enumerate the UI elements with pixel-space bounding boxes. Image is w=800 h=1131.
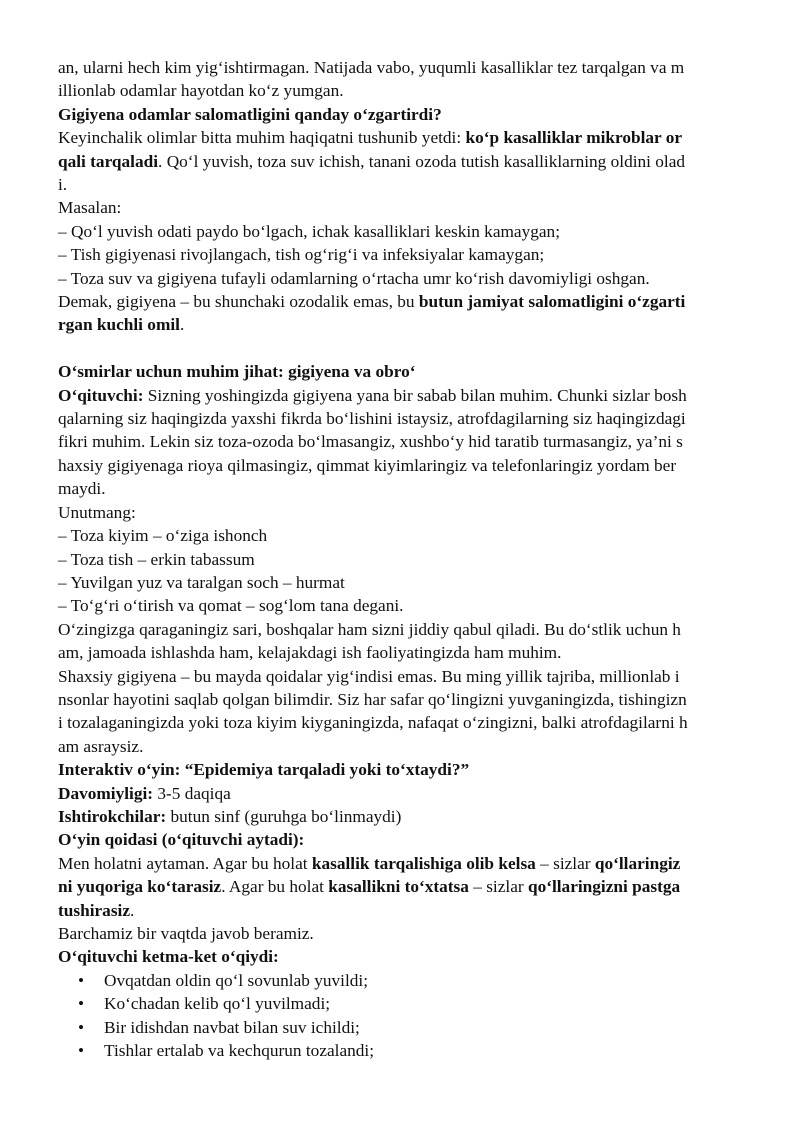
paragraph-answer-together: Barchamiz bir vaqtda javob beramiz. <box>58 924 314 944</box>
bold-text: qo‘llaringiz <box>594 853 681 873</box>
line: i tozalaganingizda yoki toza kiyim kiyganingizda, nafaqat o‘zingizni, balki atrofdagilarni h <box>58 713 688 733</box>
line: Sizning yoshingizda gigiyena yana bir sabab bilan muhim. Chunki sizlar bosh <box>143 385 687 405</box>
paragraph-teacher <box>58 384 744 501</box>
dash-item: – Yuvilgan yuz va taralgan soch – hurmat <box>58 572 345 592</box>
bold-text: ko‘p kasalliklar mikroblar or <box>465 128 683 148</box>
heading-interactive-game <box>58 758 744 781</box>
list-item-text: Bir idishdan navbat bilan suv ichildi; <box>104 1017 360 1037</box>
heading-text: O‘qituvchi ketma-ket o‘qiydi: <box>58 947 279 967</box>
list-item <box>58 1016 744 1039</box>
dash-item: – Toza suv va gigiyena tufayli odamlarning o‘rtacha umr ko‘rish davomiyligi oshgan. <box>58 268 650 288</box>
dash-item: – Qo‘l yuvish odati paydo bo‘lgach, ichak kasalliklari keskin kamaygan; <box>58 221 560 241</box>
dash-item: – Tish gigiyenasi rivojlangach, tish og‘rig‘i va infeksiyalar kamaygan; <box>58 245 545 265</box>
heading-teacher-reads <box>58 945 744 968</box>
text: Demak, gigiyena – bu shunchaki ozodalik emas, bu <box>58 292 419 312</box>
paragraph-conclusion <box>58 290 744 337</box>
text: . Agar bu holat <box>221 877 329 897</box>
label-masalan: Masalan: <box>58 198 122 218</box>
line: O‘zingizga qaraganingiz sari, boshqalar ham sizni jiddiy qabul qiladi. Bu do‘stlik uchun h <box>58 619 681 639</box>
line: haxsiy gigiyenaga rioya qilmasingiz, qimmat kiyimlaringiz va telefonlaringiz yordam ber <box>58 455 677 475</box>
participants-label: Ishtirokchilar: <box>58 806 167 826</box>
bold-text: kasallikni to‘xtatsa <box>328 877 469 897</box>
line: nsonlar hayotini saqlab qolgan bilimdir. Siz har safar qo‘lingizni yuvganingizda, tishingizn <box>58 689 687 709</box>
heading-teens-hygiene <box>58 360 744 383</box>
bullet-icon: • <box>78 1017 85 1037</box>
bold-text: kasallik tarqalishiga olib kelsa <box>311 853 536 873</box>
paragraph-rules <box>58 852 744 922</box>
bold-text: ni yuqoriga ko‘tarasiz <box>58 877 222 897</box>
heading-text: O‘yin qoidasi (o‘qituvchi aytadi): <box>58 830 305 850</box>
bullet-icon: • <box>78 1041 85 1061</box>
bullet-icon: • <box>78 994 85 1014</box>
dash-item: – Toza kiyim – o‘ziga ishonch <box>58 526 268 546</box>
line: Shaxsiy gigiyena – bu mayda qoidalar yig‘indisi emas. Bu ming yillik tajriba, millionlab i <box>58 666 680 686</box>
bullet-icon: • <box>78 970 85 990</box>
text: i. <box>58 175 68 195</box>
bold-text: qali tarqaladi <box>58 151 159 171</box>
bold-text: rgan kuchli omil <box>58 315 180 335</box>
text: . <box>130 900 135 920</box>
text: Keyinchalik olimlar bitta muhim haqiqatni tushunib yetdi: <box>58 128 466 148</box>
bold-text: tushirasiz <box>58 900 131 920</box>
paragraph-self-care <box>58 618 744 665</box>
bold-text: butun jamiyat salomatligini o‘zgarti <box>418 292 686 312</box>
line: qalarning siz haqingizda yaxshi fikrda bo‘lishini istaysiz, atrofdagilarning siz haqingizdagi <box>58 409 686 429</box>
line: maydi. <box>58 479 106 499</box>
duration-label: Davomiyligi: <box>58 783 154 803</box>
heading-text: O‘smirlar uchun muhim jihat: gigiyena va obro‘ <box>58 362 416 382</box>
situations-list <box>58 969 744 1063</box>
label-unutmang: Unutmang: <box>58 502 136 522</box>
text: – sizlar <box>468 877 528 897</box>
line: an, ularni hech kim yig‘ishtirmagan. Natijada vabo, yuqumli kasalliklar tez tarqalgan va m <box>58 58 685 77</box>
participants-value: butun sinf (guruhga bo‘linmaydi) <box>166 806 402 826</box>
dash-item: – Toza tish – erkin tabassum <box>58 549 255 569</box>
duration-value: 3-5 daqiqa <box>153 783 231 803</box>
line: am asraysiz. <box>58 736 144 756</box>
text: . <box>179 315 185 335</box>
text: . Qo‘l yuvish, toza suv ichish, tanani ozoda tutish kasalliklarning oldini olad <box>158 151 686 171</box>
game-participants <box>58 805 744 828</box>
line: am, jamoada ishlashda ham, kelajakdagi ish faoliyatingizda ham muhim. <box>58 643 562 663</box>
heading-text: Interaktiv o‘yin: “Epidemiya tarqaladi yoki to‘xtaydi?” <box>58 760 470 780</box>
paragraph-personal-hygiene <box>58 665 744 759</box>
blank-line <box>58 337 744 360</box>
heading-hygiene-health <box>58 103 744 126</box>
line: illionlab odamlar hayotdan ko‘z yumgan. <box>58 81 344 101</box>
text: – sizlar <box>535 853 595 873</box>
list-item <box>58 1039 744 1062</box>
paragraph-epidemic-history <box>58 56 744 103</box>
list-item-text: Ko‘chadan kelib qo‘l yuvilmadi; <box>104 994 331 1014</box>
speaker-label: O‘qituvchi: <box>58 385 144 405</box>
list-item <box>58 992 744 1015</box>
text: Men holatni aytaman. Agar bu holat <box>58 853 312 873</box>
paragraph-microbes <box>58 126 744 196</box>
dash-item: – To‘g‘ri o‘tirish va qomat – sog‘lom tana degani. <box>58 596 404 616</box>
heading-text: Gigiyena odamlar salomatligini qanday o‘zgartirdi? <box>58 104 442 124</box>
line: fikri muhim. Lekin siz toza-ozoda bo‘lmasangiz, xushbo‘y hid taratib turmasangiz, ya’ni s <box>58 432 683 452</box>
list-item-text: Tishlar ertalab va kechqurun tozalandi; <box>104 1041 375 1061</box>
heading-game-rules <box>58 828 744 851</box>
bold-text: qo‘llaringizni pastga <box>527 877 681 897</box>
list-item <box>58 969 744 992</box>
game-duration <box>58 782 744 805</box>
list-item-text: Ovqatdan oldin qo‘l sovunlab yuvildi; <box>104 970 368 990</box>
